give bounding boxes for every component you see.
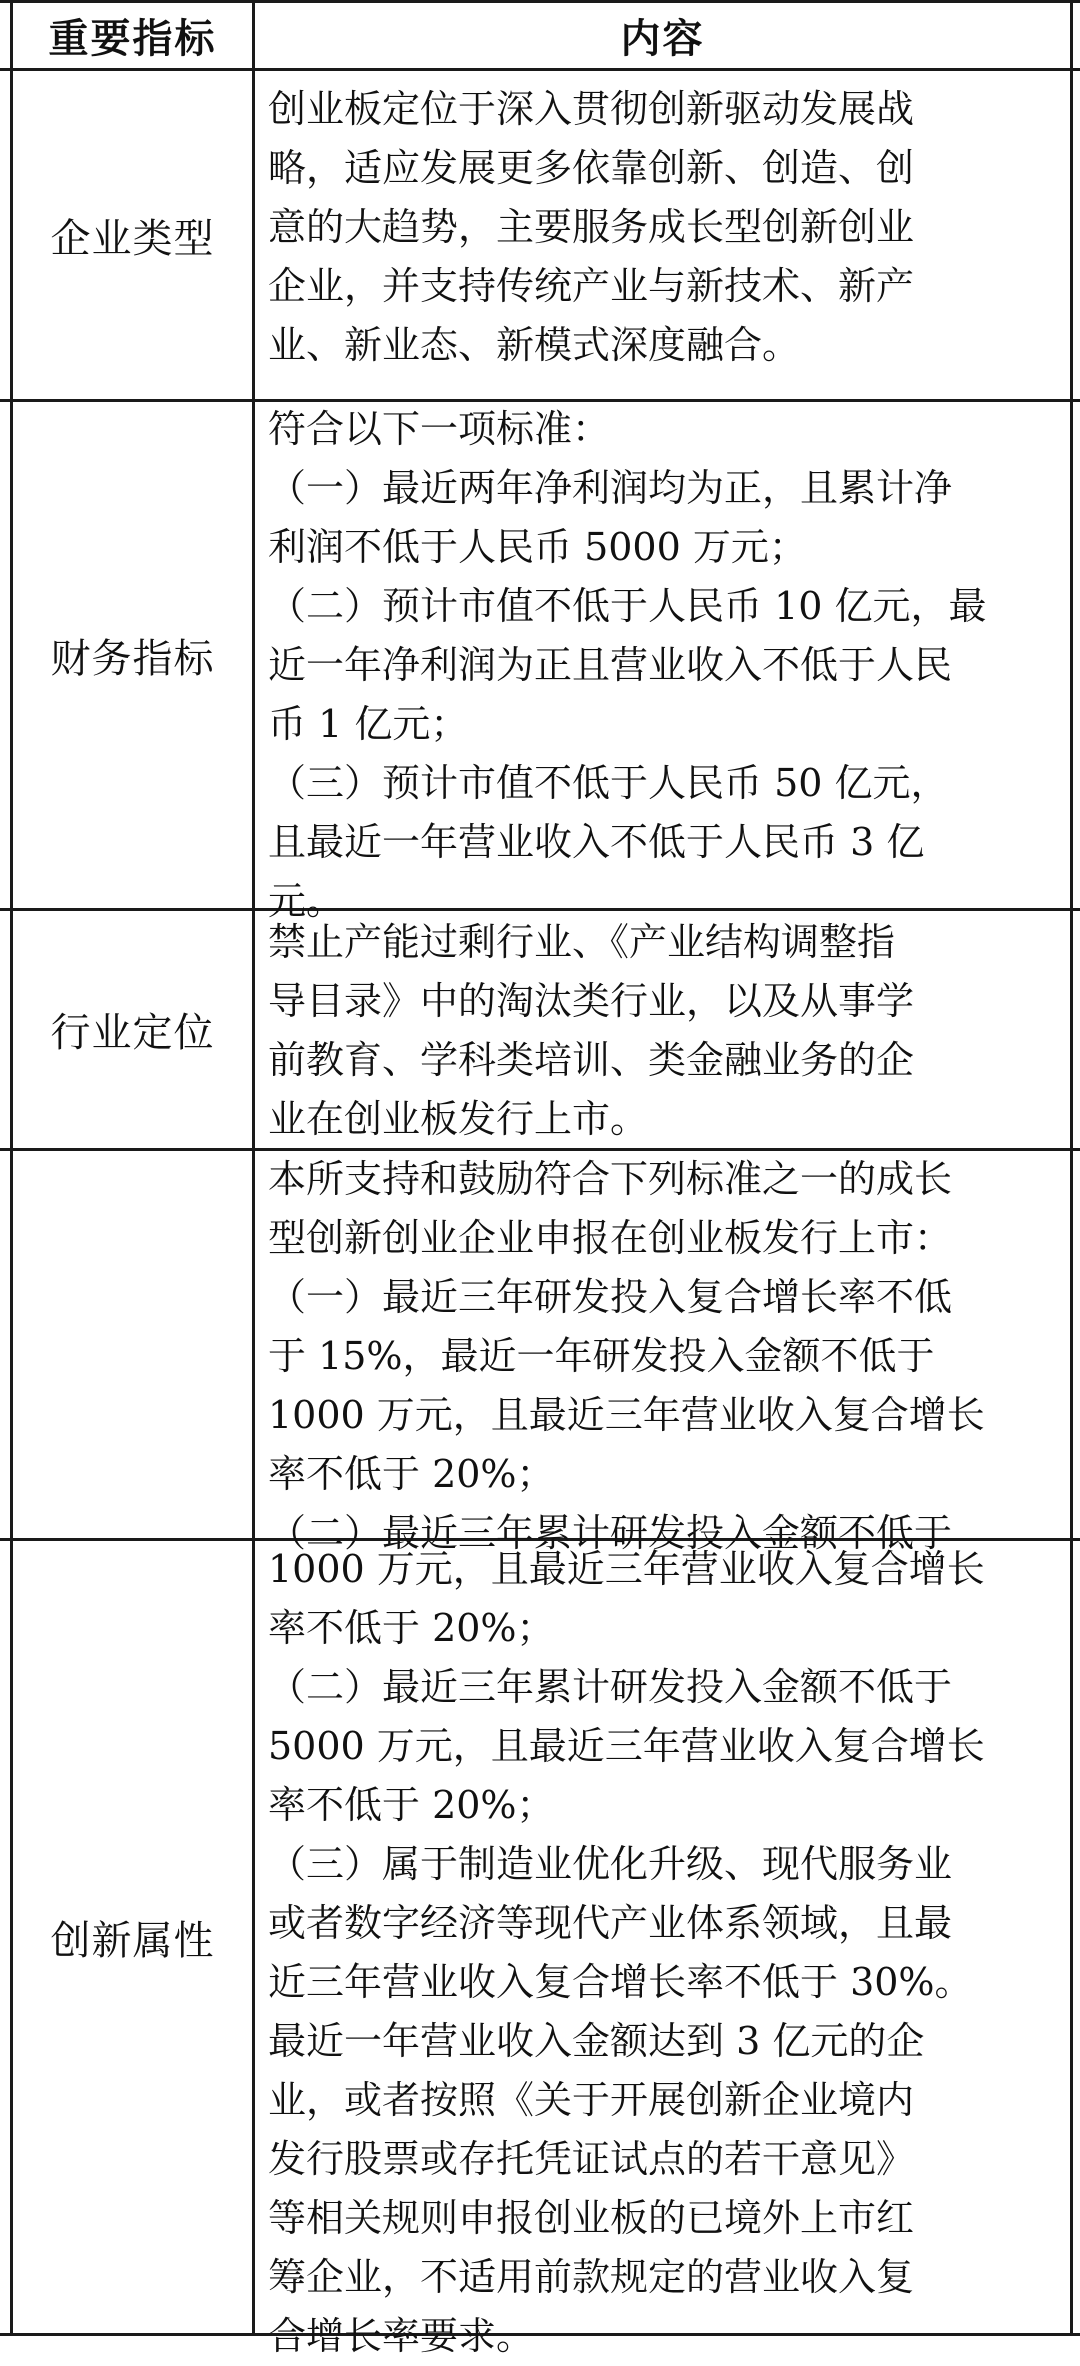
- content-line: 元。: [268, 879, 345, 923]
- content-line: 1000 万元，且最近三年营业收入复合增长: [268, 1393, 985, 1437]
- content-line: （三）属于制造业优化升级、现代服务业: [268, 1842, 953, 1886]
- content-line: （三）预计市值不低于人民币 50 亿元，: [268, 761, 949, 805]
- content-line: 导目录》中的淘汰类行业，以及从事学: [268, 979, 915, 1023]
- content-line: 5000 万元，且最近三年营业收入复合增长: [268, 1724, 985, 1768]
- table-right-border: [1070, 0, 1073, 2336]
- content-line: 等相关规则申报创业板的已境外上市红: [268, 2196, 915, 2240]
- content-line: 率不低于 20%；: [268, 1783, 555, 1827]
- content-line: 禁止产能过剩行业、《产业结构调整指: [268, 920, 896, 964]
- content-line: 合增长率要求。: [268, 2314, 535, 2358]
- content-line: 或者数字经济等现代产业体系领域，且最: [268, 1901, 953, 1945]
- row-content-innovation-part1: [268, 1150, 1058, 1563]
- content-line: （一）最近三年研发投入复合增长率不低: [268, 1275, 953, 1319]
- row-label-innovation-attributes: 创新属性: [50, 1917, 215, 1964]
- column-divider: [252, 0, 255, 2336]
- content-line: 1000 万元，且最近三年营业收入复合增长: [268, 1547, 985, 1591]
- content-line: 意的大趋势，主要服务成长型创新创业: [268, 205, 915, 249]
- content-line: 筹企业，不适用前款规定的营业收入复: [268, 2255, 915, 2299]
- content-line: 币 1 亿元；: [268, 702, 469, 746]
- content-line: 前教育、学科类培训、类金融业务的企: [268, 1038, 915, 1082]
- row-label-industry-positioning: 行业定位: [50, 1010, 215, 1056]
- content-line: （二）最近三年累计研发投入金额不低于: [268, 1511, 953, 1555]
- content-line: （二）最近三年累计研发投入金额不低于: [268, 1665, 953, 1709]
- content-line: 本所支持和鼓励符合下列标准之一的成长: [268, 1157, 953, 1201]
- content-line: 符合以下一项标准：: [268, 407, 611, 451]
- row-label-enterprise-type: 企业类型: [50, 215, 215, 262]
- row-label-financial-indicators: 财务指标: [50, 635, 215, 682]
- content-line: 于 15%，最近一年研发投入金额不低于: [268, 1334, 935, 1378]
- content-line: 发行股票或存托凭证试点的若干意见》: [268, 2137, 915, 2181]
- content-line: （二）预计市值不低于人民币 10 亿元，最: [268, 584, 987, 628]
- content-line: 业，或者按照《关于开展创新企业境内: [268, 2078, 915, 2122]
- content-line: 最近一年营业收入金额达到 3 亿元的企: [268, 2019, 925, 2063]
- content-line: 近一年净利润为正且营业收入不低于人民: [268, 643, 953, 687]
- content-line: 略，适应发展更多依靠创新、创造、创: [268, 146, 915, 190]
- content-line: （一）最近两年净利润均为正，且累计净: [268, 466, 953, 510]
- content-line: 型创新创业企业申报在创业板发行上市：: [268, 1216, 953, 1260]
- content-line: 利润不低于人民币 5000 万元；: [268, 525, 807, 569]
- row-content-innovation-part2: [268, 1540, 1058, 2366]
- content-line: 近三年营业收入复合增长率不低于 30%。: [268, 1960, 973, 2004]
- content-line: 率不低于 20%；: [268, 1606, 555, 1650]
- content-line: 业、新业态、新模式深度融合。: [268, 323, 801, 367]
- row-content-industry-positioning: [268, 913, 1058, 1149]
- row-content-financial-indicators: [268, 400, 1058, 931]
- content-line: 创业板定位于深入贯彻创新驱动发展战: [268, 87, 915, 131]
- content-line: 业在创业板发行上市。: [268, 1097, 649, 1141]
- header-indicator: 重要指标: [48, 16, 217, 62]
- content-line: 率不低于 20%；: [268, 1452, 555, 1496]
- header-content: 内容: [620, 16, 705, 62]
- content-line: 企业，并支持传统产业与新技术、新产: [268, 264, 915, 308]
- content-line: 且最近一年营业收入不低于人民币 3 亿: [268, 820, 925, 864]
- row-content-enterprise-type: [268, 80, 1058, 375]
